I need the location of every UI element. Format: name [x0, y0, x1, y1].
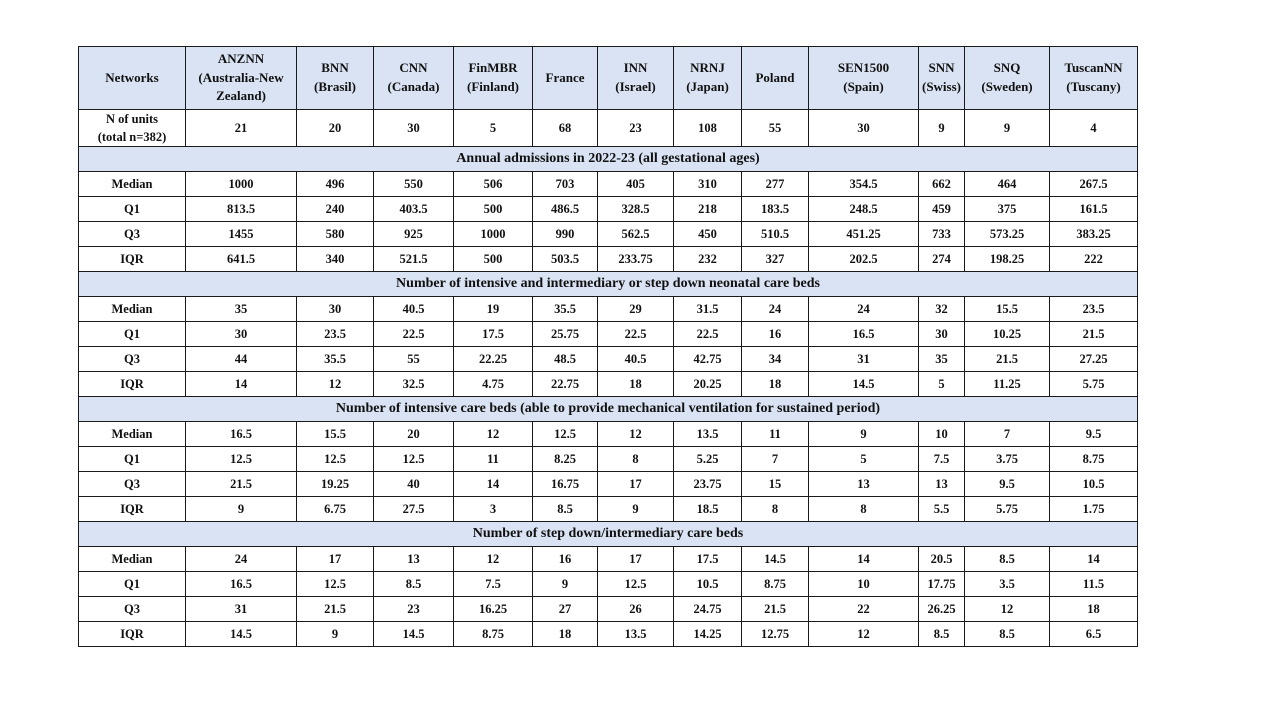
network-region: (Finland) — [466, 79, 519, 94]
table-cell: 8 — [598, 447, 674, 472]
table-cell: 13.5 — [674, 422, 742, 447]
table-cell: 8.75 — [1050, 447, 1138, 472]
table-cell: 23 — [374, 597, 454, 622]
network-header-2 — [374, 47, 454, 110]
table-row — [79, 172, 1138, 197]
table-cell: 26 — [598, 597, 674, 622]
table-cell: 18 — [742, 372, 809, 397]
table-cell: 1455 — [186, 222, 297, 247]
table-cell: 521.5 — [374, 247, 454, 272]
table-cell: 14.25 — [674, 622, 742, 647]
table-cell: 5.75 — [1050, 372, 1138, 397]
units-row — [79, 110, 1138, 147]
table-cell: 42.75 — [674, 347, 742, 372]
table-cell: 14 — [186, 372, 297, 397]
network-header-0 — [186, 47, 297, 110]
network-name: NRNJ — [690, 60, 725, 76]
table-cell: 8 — [809, 497, 919, 522]
table-cell: 510.5 — [742, 222, 809, 247]
network-name: Poland — [755, 69, 795, 85]
section-header-row — [79, 272, 1138, 297]
table-cell: 9 — [809, 422, 919, 447]
table-cell: 354.5 — [809, 172, 919, 197]
table-row — [79, 297, 1138, 322]
table-cell: 10.5 — [1050, 472, 1138, 497]
section-header-row — [79, 147, 1138, 172]
table-row — [79, 197, 1138, 222]
table-cell: 500 — [454, 247, 533, 272]
network-header-10 — [965, 47, 1050, 110]
units-value-cell: 4 — [1050, 110, 1138, 147]
table-cell: 8.75 — [454, 622, 533, 647]
section-title: Number of intensive and intermediary or step down neonatal care beds — [79, 272, 1138, 297]
network-name: BNN — [321, 60, 349, 76]
units-label-cell — [79, 110, 186, 147]
table-cell: 7 — [965, 422, 1050, 447]
units-value-cell: 5 — [454, 110, 533, 147]
row-label-cell: Q1 — [79, 197, 186, 222]
table-cell: 11.5 — [1050, 572, 1138, 597]
table-cell: 44 — [186, 347, 297, 372]
table-cell: 14 — [454, 472, 533, 497]
table-cell: 450 — [674, 222, 742, 247]
table-cell: 10.5 — [674, 572, 742, 597]
section-title: Number of intensive care beds (able to provide mechanical ventilation for sustained period) — [79, 397, 1138, 422]
table-cell: 202.5 — [809, 247, 919, 272]
network-region: (Israel) — [615, 79, 656, 94]
table-cell: 12.5 — [297, 447, 374, 472]
table-row — [79, 347, 1138, 372]
table-cell: 48.5 — [533, 347, 598, 372]
table-cell: 22 — [809, 597, 919, 622]
table-cell: 23.5 — [1050, 297, 1138, 322]
table-cell: 11 — [742, 422, 809, 447]
table-cell: 22.75 — [533, 372, 598, 397]
row-label-cell: Q3 — [79, 472, 186, 497]
table-cell: 464 — [965, 172, 1050, 197]
section-title: Number of step down/intermediary care beds — [79, 522, 1138, 547]
row-label-cell: Q1 — [79, 322, 186, 347]
table-cell: 22.5 — [674, 322, 742, 347]
table-cell: 405 — [598, 172, 674, 197]
table-cell: 16.75 — [533, 472, 598, 497]
table-cell: 7.5 — [454, 572, 533, 597]
table-cell: 12.5 — [186, 447, 297, 472]
network-name: ANZNN — [217, 50, 265, 66]
units-value-cell: 30 — [809, 110, 919, 147]
table-cell: 30 — [297, 297, 374, 322]
table-cell: 5.5 — [919, 497, 965, 522]
table-cell: 12 — [965, 597, 1050, 622]
table-cell: 198.25 — [965, 247, 1050, 272]
table-cell: 3.5 — [965, 572, 1050, 597]
table-cell: 503.5 — [533, 247, 598, 272]
units-value-cell: 9 — [965, 110, 1050, 147]
row-label-cell: IQR — [79, 247, 186, 272]
table-cell: 17.5 — [674, 547, 742, 572]
network-header-8 — [809, 47, 919, 110]
row-label-cell: Q3 — [79, 222, 186, 247]
table-cell: 14 — [809, 547, 919, 572]
table-cell: 23.75 — [674, 472, 742, 497]
table-cell: 222 — [1050, 247, 1138, 272]
table-cell: 23.5 — [297, 322, 374, 347]
table-cell: 16.5 — [809, 322, 919, 347]
table-cell: 16.5 — [186, 422, 297, 447]
row-label-cell: IQR — [79, 622, 186, 647]
table-cell: 18 — [533, 622, 598, 647]
table-cell: 277 — [742, 172, 809, 197]
table-cell: 5 — [919, 372, 965, 397]
table-cell: 573.25 — [965, 222, 1050, 247]
table-row — [79, 247, 1138, 272]
table-cell: 21.5 — [1050, 322, 1138, 347]
table-cell: 3.75 — [965, 447, 1050, 472]
table-cell: 31.5 — [674, 297, 742, 322]
units-label-line1: N of units — [105, 112, 159, 126]
table-cell: 240 — [297, 197, 374, 222]
table-cell: 1000 — [186, 172, 297, 197]
network-region: (Tuscany) — [1066, 79, 1121, 94]
units-value-cell: 68 — [533, 110, 598, 147]
table-cell: 17 — [598, 547, 674, 572]
table-cell: 13 — [919, 472, 965, 497]
network-name: France — [545, 69, 585, 85]
table-cell: 562.5 — [598, 222, 674, 247]
row-label-cell: Q1 — [79, 572, 186, 597]
table-cell: 13.5 — [598, 622, 674, 647]
table-cell: 183.5 — [742, 197, 809, 222]
table-cell: 641.5 — [186, 247, 297, 272]
table-cell: 35.5 — [533, 297, 598, 322]
units-value-cell: 20 — [297, 110, 374, 147]
table-row — [79, 472, 1138, 497]
table-cell: 15.5 — [297, 422, 374, 447]
table-cell: 12 — [297, 372, 374, 397]
network-header-3 — [454, 47, 533, 110]
table-cell: 16 — [742, 322, 809, 347]
network-name: SEN1500 — [837, 60, 890, 76]
table-cell: 20.25 — [674, 372, 742, 397]
table-cell: 340 — [297, 247, 374, 272]
network-header-9 — [919, 47, 965, 110]
network-name: FinMBR — [468, 60, 518, 76]
table-cell: 459 — [919, 197, 965, 222]
table-cell: 35.5 — [297, 347, 374, 372]
units-value-cell: 55 — [742, 110, 809, 147]
table-cell: 703 — [533, 172, 598, 197]
network-name: SNQ — [993, 60, 1021, 76]
table-cell: 24 — [186, 547, 297, 572]
table-cell: 550 — [374, 172, 454, 197]
table-cell: 8.5 — [919, 622, 965, 647]
row-label-cell: Median — [79, 547, 186, 572]
table-cell: 55 — [374, 347, 454, 372]
units-value-cell: 21 — [186, 110, 297, 147]
table-cell: 9 — [297, 622, 374, 647]
row-label-cell: Q3 — [79, 347, 186, 372]
header-row — [79, 47, 1138, 110]
table-cell: 5 — [809, 447, 919, 472]
row-label-cell: Q1 — [79, 447, 186, 472]
table-cell: 25.75 — [533, 322, 598, 347]
table-cell: 6.75 — [297, 497, 374, 522]
table-cell: 30 — [919, 322, 965, 347]
table-cell: 327 — [742, 247, 809, 272]
table-cell: 12 — [454, 547, 533, 572]
table-cell: 232 — [674, 247, 742, 272]
table-cell: 233.75 — [598, 247, 674, 272]
table-cell: 32 — [919, 297, 965, 322]
table-row — [79, 322, 1138, 347]
table-cell: 925 — [374, 222, 454, 247]
table-cell: 3 — [454, 497, 533, 522]
table-cell: 21.5 — [297, 597, 374, 622]
table-cell: 12.5 — [598, 572, 674, 597]
table-row — [79, 372, 1138, 397]
table-cell: 14.5 — [186, 622, 297, 647]
table-cell: 7.5 — [919, 447, 965, 472]
table-cell: 17 — [598, 472, 674, 497]
table-cell: 662 — [919, 172, 965, 197]
table-cell: 8.5 — [374, 572, 454, 597]
table-cell: 40.5 — [598, 347, 674, 372]
table-cell: 274 — [919, 247, 965, 272]
row-label-cell: IQR — [79, 497, 186, 522]
table-cell: 17.5 — [454, 322, 533, 347]
network-region: (Canada) — [387, 79, 440, 94]
table-cell: 29 — [598, 297, 674, 322]
table-cell: 17 — [297, 547, 374, 572]
table-cell: 6.5 — [1050, 622, 1138, 647]
network-region: (Spain) — [843, 79, 884, 94]
table-cell: 18 — [1050, 597, 1138, 622]
network-header-6 — [674, 47, 742, 110]
table-cell: 40.5 — [374, 297, 454, 322]
table-cell: 8.5 — [965, 622, 1050, 647]
table-cell: 8.5 — [965, 547, 1050, 572]
table-cell: 5.25 — [674, 447, 742, 472]
table-cell: 18.5 — [674, 497, 742, 522]
network-header-1 — [297, 47, 374, 110]
table-cell: 500 — [454, 197, 533, 222]
table-cell: 14.5 — [742, 547, 809, 572]
table-row — [79, 622, 1138, 647]
table-cell: 12 — [809, 622, 919, 647]
table-cell: 22.5 — [598, 322, 674, 347]
table-cell: 813.5 — [186, 197, 297, 222]
section-header-row — [79, 522, 1138, 547]
table-cell: 16.5 — [186, 572, 297, 597]
table-cell: 1000 — [454, 222, 533, 247]
table-cell: 218 — [674, 197, 742, 222]
network-region: (Swiss) — [921, 79, 961, 94]
table-cell: 9 — [598, 497, 674, 522]
table-cell: 11 — [454, 447, 533, 472]
network-region: (Japan) — [686, 79, 729, 94]
table-row — [79, 547, 1138, 572]
table-cell: 19 — [454, 297, 533, 322]
network-header-4 — [533, 47, 598, 110]
table-row — [79, 597, 1138, 622]
table-cell: 16 — [533, 547, 598, 572]
network-name: CNN — [399, 60, 428, 76]
row-label-cell: Median — [79, 172, 186, 197]
table-cell: 733 — [919, 222, 965, 247]
network-region: (Brasil) — [314, 79, 356, 94]
units-label-line2: (total n=382) — [97, 130, 167, 145]
network-header-7 — [742, 47, 809, 110]
network-name: TuscanNN — [1064, 60, 1123, 76]
table-cell: 35 — [919, 347, 965, 372]
table-cell: 13 — [374, 547, 454, 572]
table-row — [79, 222, 1138, 247]
units-value-cell: 9 — [919, 110, 965, 147]
table-cell: 10 — [919, 422, 965, 447]
table-cell: 248.5 — [809, 197, 919, 222]
units-value-cell: 30 — [374, 110, 454, 147]
table-body — [79, 47, 1138, 647]
table-cell: 12.5 — [374, 447, 454, 472]
network-header-5 — [598, 47, 674, 110]
network-region: (Australia-New Zealand) — [198, 69, 284, 104]
table-cell: 486.5 — [533, 197, 598, 222]
table-cell: 8.75 — [742, 572, 809, 597]
table-cell: 9.5 — [1050, 422, 1138, 447]
table-cell: 32.5 — [374, 372, 454, 397]
table-cell: 403.5 — [374, 197, 454, 222]
network-name: SNN — [928, 60, 955, 76]
section-title: Annual admissions in 2022-23 (all gestational ages) — [79, 147, 1138, 172]
table-cell: 7 — [742, 447, 809, 472]
table-cell: 31 — [186, 597, 297, 622]
table-cell: 8.25 — [533, 447, 598, 472]
table-cell: 1.75 — [1050, 497, 1138, 522]
table-cell: 15.5 — [965, 297, 1050, 322]
row-label-cell: Median — [79, 297, 186, 322]
table-cell: 990 — [533, 222, 598, 247]
table-cell: 27.5 — [374, 497, 454, 522]
table-cell: 161.5 — [1050, 197, 1138, 222]
table-cell: 24 — [742, 297, 809, 322]
table-row — [79, 422, 1138, 447]
table-cell: 5.75 — [965, 497, 1050, 522]
table-cell: 18 — [598, 372, 674, 397]
table-cell: 496 — [297, 172, 374, 197]
table-cell: 34 — [742, 347, 809, 372]
table-cell: 35 — [186, 297, 297, 322]
table-cell: 16.25 — [454, 597, 533, 622]
table-cell: 506 — [454, 172, 533, 197]
table-cell: 13 — [809, 472, 919, 497]
table-cell: 4.75 — [454, 372, 533, 397]
table-cell: 14.5 — [809, 372, 919, 397]
table-cell: 14 — [1050, 547, 1138, 572]
table-cell: 14.5 — [374, 622, 454, 647]
table-cell: 27.25 — [1050, 347, 1138, 372]
table-cell: 21.5 — [742, 597, 809, 622]
table-cell: 10 — [809, 572, 919, 597]
network-header-11 — [1050, 47, 1138, 110]
table-cell: 9 — [533, 572, 598, 597]
table-cell: 11.25 — [965, 372, 1050, 397]
table-cell: 9.5 — [965, 472, 1050, 497]
table-cell: 10.25 — [965, 322, 1050, 347]
table-cell: 451.25 — [809, 222, 919, 247]
neonatal-networks-table — [78, 46, 1138, 647]
table-cell: 267.5 — [1050, 172, 1138, 197]
table-cell: 8.5 — [533, 497, 598, 522]
table-cell: 310 — [674, 172, 742, 197]
table-cell: 21.5 — [186, 472, 297, 497]
row-label-cell: Q3 — [79, 597, 186, 622]
table-cell: 22.5 — [374, 322, 454, 347]
table-cell: 20 — [374, 422, 454, 447]
table-cell: 17.75 — [919, 572, 965, 597]
table-cell: 20.5 — [919, 547, 965, 572]
table-cell: 19.25 — [297, 472, 374, 497]
table-cell: 24.75 — [674, 597, 742, 622]
table-cell: 375 — [965, 197, 1050, 222]
row-label-cell: Median — [79, 422, 186, 447]
table-cell: 24 — [809, 297, 919, 322]
table-cell: 383.25 — [1050, 222, 1138, 247]
table-row — [79, 572, 1138, 597]
header-label-cell: Networks — [79, 47, 186, 110]
network-region: (Sweden) — [981, 79, 1033, 94]
network-name: INN — [623, 60, 648, 76]
table-cell: 15 — [742, 472, 809, 497]
table-cell: 31 — [809, 347, 919, 372]
table-cell: 22.25 — [454, 347, 533, 372]
table-cell: 12 — [598, 422, 674, 447]
table-cell: 580 — [297, 222, 374, 247]
table-row — [79, 497, 1138, 522]
table-cell: 27 — [533, 597, 598, 622]
table-cell: 12.5 — [297, 572, 374, 597]
table-row — [79, 447, 1138, 472]
units-value-cell: 108 — [674, 110, 742, 147]
table-cell: 30 — [186, 322, 297, 347]
row-label-cell: IQR — [79, 372, 186, 397]
table-cell: 26.25 — [919, 597, 965, 622]
table-cell: 21.5 — [965, 347, 1050, 372]
table-cell: 9 — [186, 497, 297, 522]
table-cell: 40 — [374, 472, 454, 497]
table-cell: 12.75 — [742, 622, 809, 647]
table-cell: 8 — [742, 497, 809, 522]
table-cell: 328.5 — [598, 197, 674, 222]
section-header-row — [79, 397, 1138, 422]
table-cell: 12 — [454, 422, 533, 447]
units-value-cell: 23 — [598, 110, 674, 147]
table-cell: 12.5 — [533, 422, 598, 447]
